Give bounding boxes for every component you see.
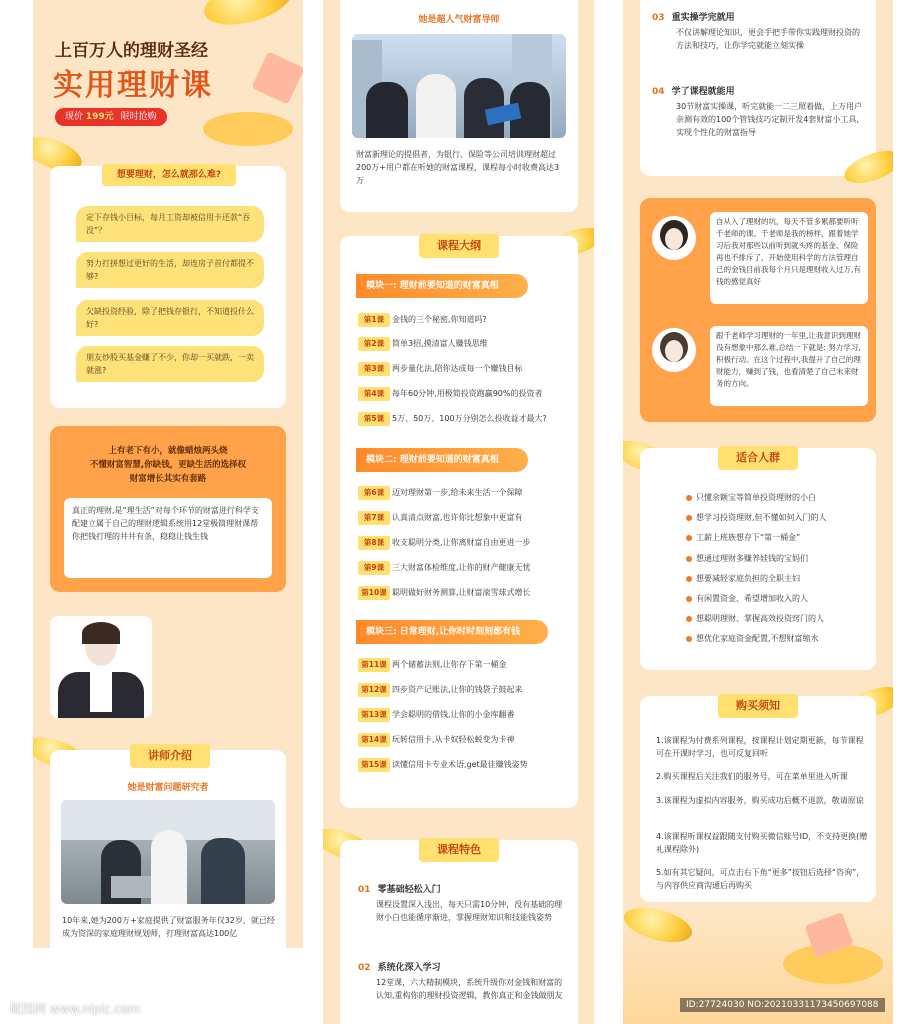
lesson-text[interactable]: 聪明做好财务测算,让财富滚雪球式增长 (392, 588, 531, 597)
audience-item: 有闲置资金、希望增加收入的人 (696, 594, 808, 603)
paper-decoration (251, 51, 303, 104)
audience-title: 适合人群 (718, 446, 798, 470)
coin-decoration (199, 0, 296, 33)
lesson-text[interactable]: 认真清点财富,也许你比想象中更富有 (392, 513, 523, 522)
feature-2-title: 系统化深入学习 (377, 963, 441, 973)
teacher-subtitle-2: 她是超人气财富导师 (418, 15, 500, 25)
bullet-dot (686, 596, 692, 602)
teacher-shirt (90, 672, 112, 712)
notice-item-5: 5.如有其它疑问，可点击右下角“更多”按钮后选择“咨询”，与内容供应商沟通后再购买 (656, 868, 865, 890)
price-badge[interactable] (55, 108, 167, 126)
audience-item: 想优化家庭资金配置,不想财富缩水 (696, 634, 819, 643)
lesson-text[interactable]: 两个储蓄法则,让你存下第一桶金 (392, 660, 507, 669)
photo-laptop (111, 876, 151, 898)
hero-line1: 上百万人的理财圣经 (55, 41, 208, 61)
feature-4-title: 学了课程就能用 (671, 87, 735, 97)
lesson-text[interactable]: 简单3招,摸清富人赚钱思维 (392, 339, 488, 348)
price-prefix: 现价 (65, 112, 84, 122)
bullet-dot (686, 636, 692, 642)
lesson-badge: 第3课 (358, 362, 390, 376)
lesson-badge: 第11课 (358, 658, 390, 672)
audience-item: 想通过理财多赚养娃钱的宝妈们 (696, 554, 808, 563)
avatar-face (665, 340, 683, 362)
column-middle (323, 0, 594, 1024)
lesson-badge: 第10课 (358, 586, 390, 600)
photo-person (366, 82, 408, 138)
lesson-text[interactable]: 每年60分钟,用极简投资跑赢90%的投资者 (392, 389, 543, 398)
audience-item: 只懂余额宝等简单投资理财的小白 (696, 493, 816, 502)
column-right (623, 0, 893, 1024)
teacher-title: 讲师介绍 (130, 744, 210, 768)
audience-item: 想学习投资理财,但不懂如何入门的人 (696, 513, 827, 522)
teacher-subtitle: 她是财富问题研究者 (127, 783, 209, 793)
lesson-badge: 第15课 (358, 758, 390, 772)
lesson-text[interactable]: 学会聪明的借钱,让你的小金库翻番 (392, 710, 515, 719)
quote-card (50, 426, 286, 592)
lesson-badge: 第5课 (358, 412, 390, 426)
feature-4-body: 30节财富实操课，听完就能一二三照着做，上万用户亲测有效的100个管钱技巧定制开发4套财富小工具,实现个性化的财富指导 (676, 102, 863, 137)
lesson-text[interactable]: 收支聪明分类,让你离财富自由更进一步 (392, 538, 531, 547)
price-suffix: 限时抢购 (120, 112, 157, 122)
feature-3-body: 不仅讲解理论知识，更会手把手带你实践理财投资的方法和技巧，让你学完就能立刻实操 (676, 28, 860, 50)
pain-bubble-2: 努力打拼想过更好的生活，却连房子首付都提不够? (76, 252, 264, 288)
features-cont-card (640, 0, 876, 176)
column-left (33, 0, 303, 948)
quote-line-1: 上有老下有小，就像蜡烛两头烧 (108, 446, 228, 456)
features-card (340, 840, 578, 1024)
module-1: 模块一: 理财前要知道的财富真相 (356, 274, 528, 298)
feature-1-body: 课程设置深入浅出，每天只需10分钟，没有基础的理财小白也能循序渐进，掌握理财知识和技能钱姿势 (376, 900, 563, 922)
outline-title: 课程大纲 (419, 234, 499, 258)
notice-item-3: 3.该课程为虚拟内容服务，购买成功后概不退款，敬请原谅 (656, 796, 864, 805)
notice-card (640, 696, 876, 902)
watermark-left: 昵图网 www.nipic.com (10, 1002, 140, 1016)
pain-bubble-4: 朋友炒股买基金赚了不少，你却一买就跌，一卖就涨? (76, 346, 264, 382)
audience-item: 工薪上班族想存下“第一桶金” (696, 533, 801, 542)
teacher2-card (340, 0, 578, 212)
lesson-badge: 第4课 (358, 387, 390, 401)
module-2: 模块二: 理财前要知道的财富真相 (356, 448, 528, 472)
teacher-hair (82, 622, 120, 644)
feature-4-no: 04 (652, 87, 665, 97)
outline-card (340, 236, 578, 808)
lesson-text[interactable]: 玩转信用卡,从卡奴轻松蜕变为卡神 (392, 735, 515, 744)
lesson-text[interactable]: 三大财富体检维度,让你的财产健康无忧 (392, 563, 531, 572)
quote-line-2: 不懂财富智慧,你缺钱，更缺生活的选择权 (89, 460, 247, 470)
notice-item-4: 4.该课程听课权益跟随支付购买微信账号ID，不支持更换(赠礼课程除外) (656, 832, 868, 854)
testimonial-card (640, 198, 876, 422)
lesson-badge: 第13课 (358, 708, 390, 722)
ring-decoration (203, 112, 293, 146)
lesson-badge: 第9课 (358, 561, 390, 575)
teacher2-photo (352, 34, 566, 138)
hero-line2: 实用理财课 (53, 68, 213, 103)
lesson-text[interactable]: 读懂信用卡专业术语,get最佳赚钱姿势 (392, 760, 528, 769)
avatar (652, 328, 696, 372)
lesson-badge: 第14课 (358, 733, 390, 747)
teacher-photo (61, 800, 275, 904)
teacher-card (50, 750, 286, 948)
price-value: 199元 (85, 112, 114, 122)
testimonial-2: 跟千老师学习理财的一年里,让我意识到理财没有想象中那么难,总结一下就是: 努力学习,积极行动。在这个过程中,我提升了自己的理财能力，赚到了钱，也看清楚了自己未来财务的方向。 (710, 326, 868, 406)
feature-1-title: 零基础轻松入门 (377, 885, 441, 895)
lesson-badge: 第1课 (358, 313, 390, 327)
feature-3-no: 03 (652, 13, 665, 23)
lesson-badge: 第8课 (358, 536, 390, 550)
feature-4-heading (652, 84, 735, 97)
module-3: 模块三: 日常理财,让你时时刻刻都有钱 (356, 620, 548, 644)
lesson-badge: 第7课 (358, 511, 390, 525)
quote-line-3: 财富增长其实有套路 (129, 474, 207, 484)
features-title: 课程特色 (419, 838, 499, 862)
lesson-text[interactable]: 金钱的三个秘密,你知道吗? (392, 315, 487, 324)
feature-3-heading (652, 10, 735, 23)
feature-2-body: 12堂课，六大精制模块，系统升级你对金钱和财富的认知,重构你的理财投资逻辑，教你真正和金钱做朋友 (376, 978, 563, 1000)
feature-1-no: 01 (358, 885, 371, 895)
audience-item: 想要减轻家庭负担的全职主妇 (696, 574, 800, 583)
photo-person (151, 830, 187, 904)
bullet-dot (686, 515, 692, 521)
feature-1-heading (358, 882, 441, 895)
notice-title: 购买须知 (718, 694, 798, 718)
teacher-bio: 10年来,她为200万+家庭提供了财富服务年仅32岁，就已经成为资深的家庭理财规划师，打理财富高达100亿 (62, 916, 275, 938)
audience-item: 想聪明理财、掌握高效投资窍门的人 (696, 614, 824, 623)
avatar (652, 216, 696, 260)
bullet-dot (686, 495, 692, 501)
notice-item-1: 1.该课程为付费系列课程，按课程计划定期更新，每节课程可在开课时学习，也可反复回听 (656, 736, 864, 758)
audience-card (640, 448, 876, 670)
avatar-face (665, 228, 683, 250)
feature-2-no: 02 (358, 963, 371, 973)
pain-bubble-1: 定下存钱小目标，每月工资却被信用卡还款“吞没”？ (76, 206, 264, 242)
feature-3-title: 重实操学完就用 (671, 13, 735, 23)
bullet-dot (686, 616, 692, 622)
lesson-badge: 第12课 (358, 683, 390, 697)
lesson-text[interactable]: 迈对理财第一步,给未来生活一个保障 (392, 488, 523, 497)
lesson-badge: 第6课 (358, 486, 390, 500)
lesson-text[interactable]: 四步资产记账法,让你的钱袋子鼓起来 (392, 685, 523, 694)
watermark-right: ID:27724030 NO:20210331173450697088 (680, 998, 885, 1012)
notice-item-2: 2.购买课程后关注我们的服务号，可在菜单里进入听课 (656, 772, 848, 781)
pain-card (50, 166, 286, 408)
feature-2-heading (358, 960, 441, 973)
pain-title: 想要理财，怎么就那么难? (102, 164, 236, 186)
testimonial-1: 自从入了理财的坑，每天不管多累都要听听千老师的课。千老师是我的榜样，跟着她学习后我对那些以前听到就头疼的基金、保险再也不排斥了，开始使用科学的方法管理自己的金钱目前我每个月只是理财收入过万,有钱的感觉真好 (710, 212, 868, 304)
pain-bubble-3: 欠缺投资经验，除了把钱存银行，不知道投什么好? (76, 300, 264, 336)
lesson-badge: 第2课 (358, 337, 390, 351)
teacher-portrait-card (50, 616, 152, 718)
quote-body: 真正的理财,是“理生活”对每个环节的财富进行科学支配建立属于自己的理财逻辑系统用12堂极简理财课帮你把钱打理的井井有条，稳稳让钱生钱 (64, 498, 272, 578)
bullet-dot (686, 576, 692, 582)
photo-person (201, 838, 245, 904)
lesson-text[interactable]: 5万、50万、100万分别怎么投收益才最大? (392, 414, 547, 423)
bullet-dot (686, 535, 692, 541)
bullet-dot (686, 556, 692, 562)
lesson-text[interactable]: 两步量化法,陪你达成每一个赚钱目标 (392, 364, 523, 373)
photo-person (416, 74, 456, 138)
teacher-bio-2: 财富新理论的提倡者，为银行、保险等公司培训理财超过200万+用户都在听她的财富课程，课程每小时收费高达3万 (356, 150, 560, 185)
